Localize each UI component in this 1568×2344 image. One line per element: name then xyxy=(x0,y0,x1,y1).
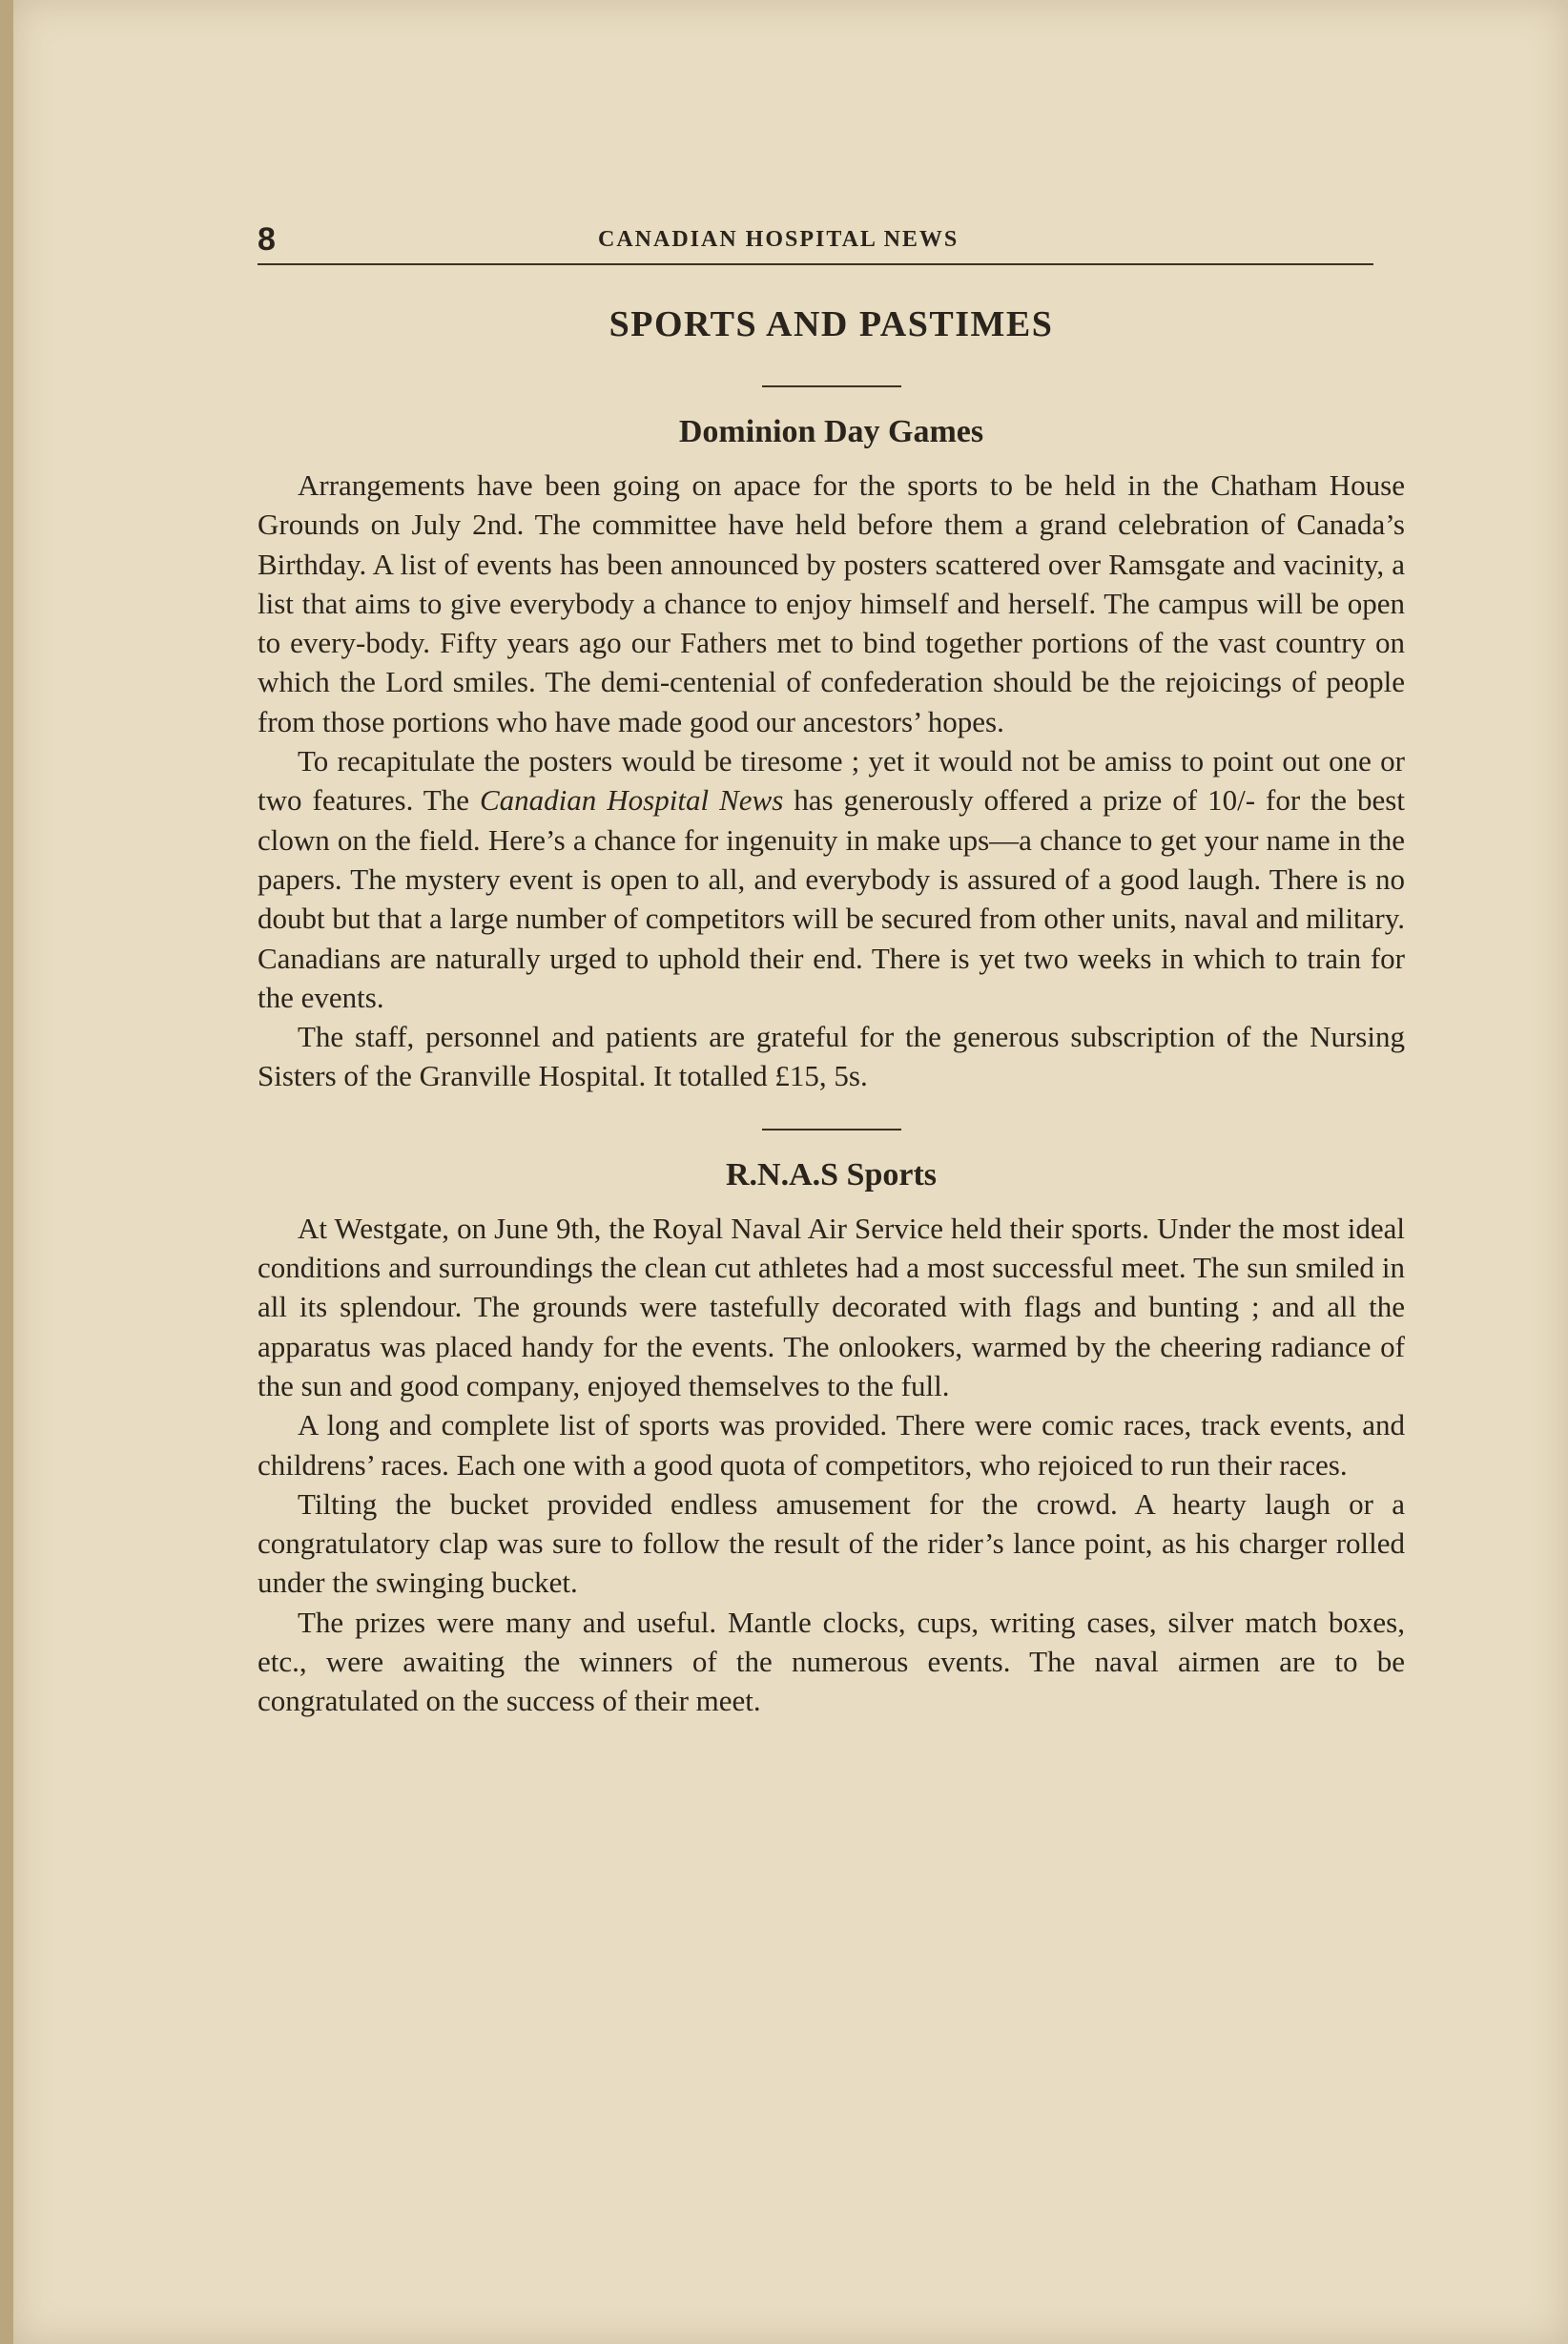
paragraph-text: To recapitulate the posters would be tiresome ; yet it would not be amiss to point out one or two features. The xyxy=(258,744,1405,818)
article-dominion-day-games xyxy=(258,410,1405,1096)
paragraph-text: has generously offered a prize of 10/- for the best clown on the field. Here’s a chance for ingenuity in make ups—a chance to get your name in the papers. The mystery event is open to all, and everybody is assured of a good laugh. There is no doubt but that a large number of competitors will be secured from other units, naval and military. Canadians are naturally urged to uphold their end. There is yet two weeks in which to train for the events. xyxy=(258,783,1405,1014)
article-rnas-sports xyxy=(258,1153,1405,1721)
article-title: R.N.A.S Sports xyxy=(725,1156,938,1193)
divider xyxy=(762,385,901,387)
section-title: SPORTS AND PASTIMES xyxy=(609,304,1054,344)
journal-name: CANADIAN HOSPITAL NEWS xyxy=(598,227,959,252)
divider xyxy=(762,1129,901,1131)
paragraph: At Westgate, on June 9th, the Royal Naval Air Service held their sports. Under the most ideal conditions and surroundings the clean cut athletes had a most successful meet. The sun smiled in all its splendour. The grounds were tastefully decorated with flags and bunting ; and all the apparatus was placed handy for the events. The onlookers, warmed by the cheering radiance of the sun and good company, enjoyed themselves to the full. xyxy=(258,1211,1405,1402)
paragraph: The staff, personnel and patients are grateful for the generous subscription of the Nursing Sisters of the Granville Hospital. It totalled £15, 5s. xyxy=(258,1020,1405,1093)
page-header xyxy=(258,221,1373,267)
header-rule xyxy=(258,263,1373,265)
italic-publication-name: Canadian Hospital News xyxy=(480,783,784,818)
paragraph: Tilting the bucket provided endless amusement for the crowd. A hearty laugh or a congratulatory clap was sure to follow the result of the rider’s lance point, as his charger rolled under the swinging bucket. xyxy=(258,1486,1405,1600)
paragraph xyxy=(258,741,1405,1017)
paragraph: A long and complete list of sports was provided. There were comic races, track events, and childrens’ races. Each one with a good quota of competitors, who rejoiced to run their races. xyxy=(258,1408,1405,1482)
article-title: Dominion Day Games xyxy=(678,414,984,449)
page-number: 8 xyxy=(258,221,276,258)
page-content xyxy=(258,296,1405,1721)
paragraph: Arrangements have been going on apace for the sports to be held in the Chatham House Grounds on July 2nd. The committee have held before them a grand celebration of Canada’s Birthday. A list of events has been announced by posters scattered over Ramsgate and vacinity, a list that aims to give everybody a chance to enjoy himself and herself. The campus will be open to every-body. Fifty years ago our Fathers met to bind together portions of the vast country on which the Lord smiles. The demi-centenial of confederation should be the rejoicings of people from those portions who have made good our ancestors’ hopes. xyxy=(258,468,1405,738)
page-left-edge xyxy=(0,0,13,2344)
paragraph: The prizes were many and useful. Mantle clocks, cups, writing cases, silver match boxes, etc., were awaiting the winners of the numerous events. The naval airmen are to be congratulated on the success of their meet. xyxy=(258,1605,1405,1718)
